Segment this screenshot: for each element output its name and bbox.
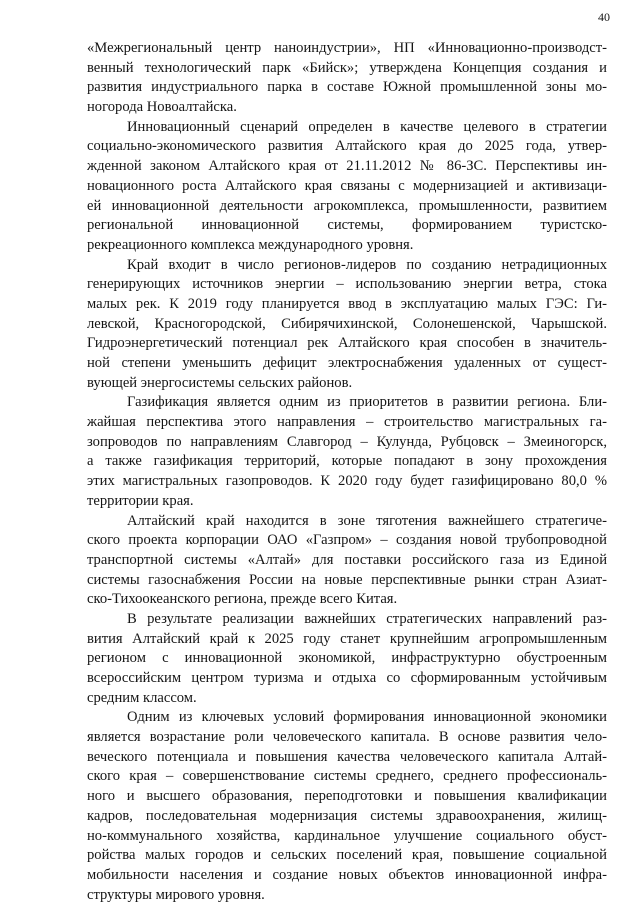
text-line: мобильности населения и создание новых объектов инновационной инфра- bbox=[87, 866, 607, 883]
text-line: венный технологический парк «Бийск»; утверждена Концепция создания и bbox=[87, 59, 607, 76]
text-line: регионом с инновационной экономикой, инфраструктурно обустроенным bbox=[87, 650, 607, 667]
text-line: веческого потенциала и повышения качества человеческого капитала Алтай- bbox=[87, 748, 607, 765]
text-line: Газификация является одним из приоритетов в развитии региона. Бли- bbox=[127, 394, 607, 411]
text-line: ей инновационной деятельности агрокомплекса, промышленности, развитием bbox=[87, 197, 607, 214]
text-line: зопроводов по направлениям Славгород – Кулунда, Рубцовск – Змеиногорск, bbox=[87, 433, 607, 450]
text-line: системы газоснабжения России на новые перспективные рынки стран Азиат- bbox=[87, 571, 607, 588]
text-line: социально-экономического развития Алтайского края до 2025 года, утвер- bbox=[87, 138, 607, 155]
text-line: Гидроэнергетический потенциал рек Алтайского края способен в значитель- bbox=[87, 335, 607, 352]
text-line: «Межрегиональный центр наноиндустрии», НП «Инновационно-производст- bbox=[87, 40, 607, 56]
text-line: средним классом. bbox=[87, 689, 197, 706]
document-body bbox=[87, 39, 607, 905]
text-line: жайшая перспектива этого направления – строительство магистральных га- bbox=[87, 414, 607, 431]
text-line: вующей энергосистемы сельских районов. bbox=[87, 374, 353, 391]
text-line: ройства малых городов и сельских поселений края, повышение социальной bbox=[87, 847, 607, 864]
text-line: генерирующих источников энергии – использованию энергии ветра, стока bbox=[87, 276, 607, 293]
text-line: всероссийским центром туризма и отдыха со сформированным устойчивым bbox=[87, 670, 607, 686]
text-line: малых рек. К 2019 году планируется ввод в эксплуатацию малых ГЭС: Ги- bbox=[87, 295, 607, 312]
text-line: ского проекта корпорации ОАО «Газпром» – создания новой трубопроводной bbox=[87, 532, 607, 549]
text-line: развития индустриального парка в составе Южной промышленной зоны мо- bbox=[87, 79, 607, 96]
text-line: В результате реализации важнейших стратегических направлений раз- bbox=[127, 610, 607, 627]
text-line: вития Алтайский край к 2025 году станет крупнейшим агропромышленным bbox=[87, 630, 607, 647]
text-line: Алтайский край находится в зоне тяготения важнейшего стратегиче- bbox=[127, 512, 607, 529]
text-line: Инновационный сценарий определен в качестве целевого в стратегии bbox=[127, 118, 607, 135]
text-line: является возрастание роли человеческого капитала. В основе развития чело- bbox=[87, 729, 607, 746]
text-line: рекреационного комплекса международного уровня. bbox=[87, 236, 414, 253]
text-line: ско-Тихоокеанского региона, прежде всего Китая. bbox=[87, 591, 398, 608]
text-line: транспортной системы «Алтай» для поставки российского газа из Единой bbox=[87, 551, 607, 568]
text-line: левской, Красногородской, Сибирячихинской, Солонешенской, Чарышской. bbox=[87, 315, 607, 332]
text-line: ского края – совершенствование системы среднего, среднего профессиональ- bbox=[87, 768, 607, 785]
text-line: новационного роста Алтайского края связаны с модернизацией и активизаци- bbox=[87, 177, 607, 194]
text-line: но-коммунального хозяйства, кардинальное улучшение социального обуст- bbox=[87, 827, 607, 844]
text-line: ного и высшего образования, переподготовки и повышения квалификации bbox=[87, 788, 607, 805]
text-line: региональной инновационной системы, формированием туристско- bbox=[87, 217, 607, 234]
text-line: Одним из ключевых условий формирования инновационной экономики bbox=[127, 709, 607, 726]
text-line: ной степени уменьшить дефицит электроснабжения удаленных от сущест- bbox=[87, 355, 607, 371]
text-line: ногорода Новоалтайска. bbox=[87, 99, 237, 116]
text-line: структуры мирового уровня. bbox=[87, 886, 265, 903]
text-line: этих магистральных газопроводов. К 2020 году будет газифицировано 80,0 % bbox=[87, 473, 607, 490]
text-line: территории края. bbox=[87, 492, 194, 509]
page-number: 40 bbox=[598, 10, 610, 24]
text-line: кадров, последовательная модернизация системы здравоохранения, жилищ- bbox=[87, 807, 607, 824]
text-line: а также газификация территорий, которые попадают в зону прохождения bbox=[87, 453, 607, 470]
text-line: жденной законом Алтайского края от 21.11.2012 № 86-ЗС. Перспективы ин- bbox=[87, 158, 607, 175]
text-line: Край входит в число регионов-лидеров по созданию нетрадиционных bbox=[127, 256, 607, 273]
